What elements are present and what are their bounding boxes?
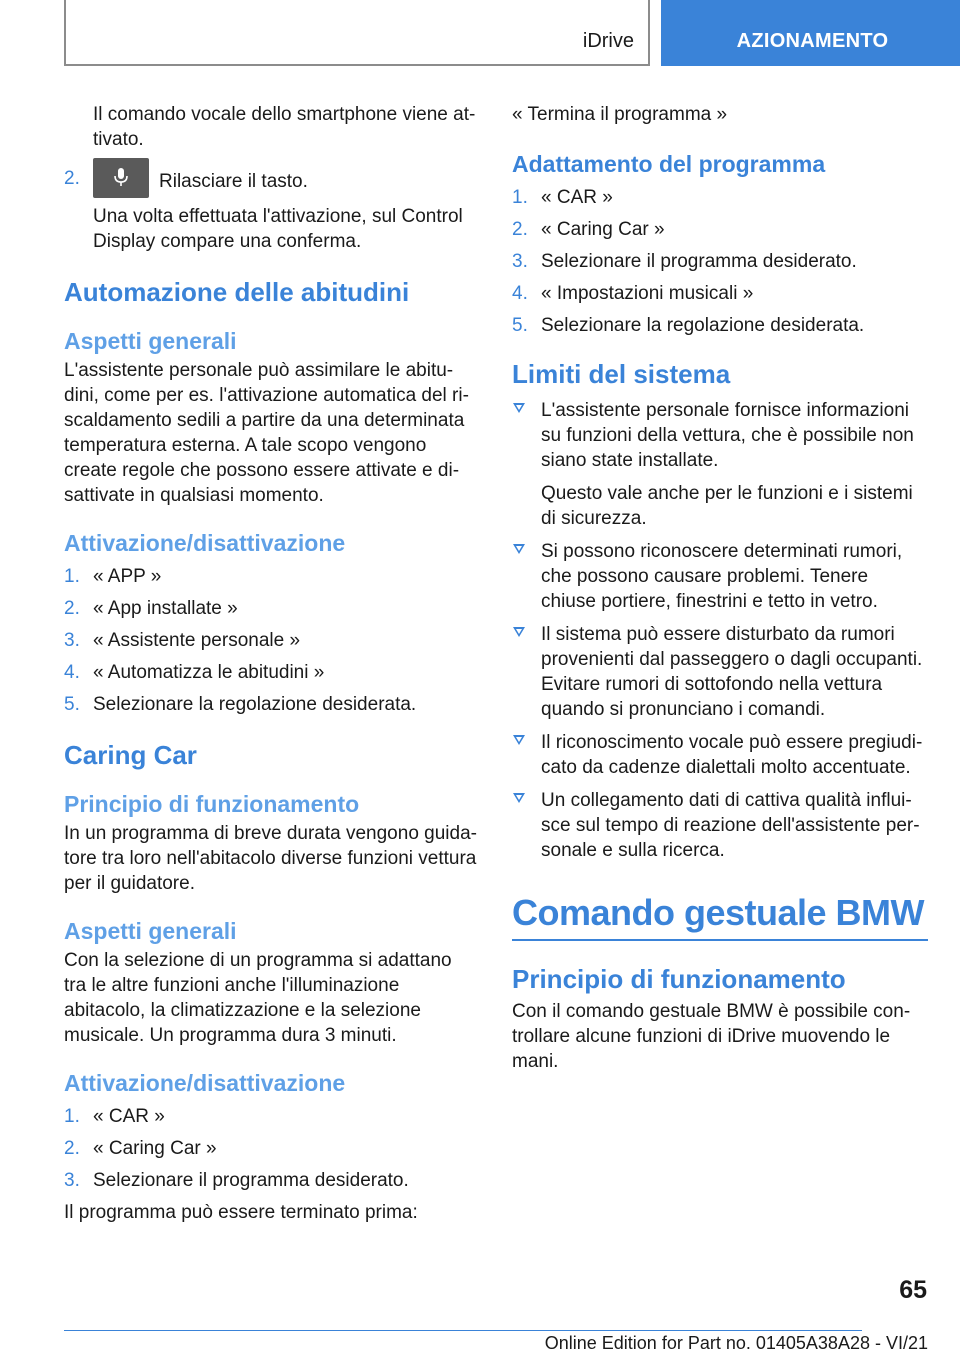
step-text: « Automatizza le abitudini » [93,662,325,683]
step-number: 2. [512,219,528,240]
step-number: 3. [64,1170,80,1191]
step-text: « CAR » [541,187,613,208]
step-text: « APP » [93,566,162,587]
list-item [512,185,928,210]
step-text: « App installate » [93,598,238,619]
heading-principio-1: Principio di funzionamento [64,791,360,817]
step-list-2 [64,1104,477,1193]
paragraph-principio-1: In un programma di breve durata vengono guidatore tra loro nell'abitacolo diverse funzioni vettura per il guidatore. [64,823,477,894]
header-section-label: iDrive [582,30,634,52]
limit-text: Il riconoscimento vocale può essere pregiudicato da cadenze dialettali molto accentuate. [541,732,923,778]
page-number: 65 [899,1276,927,1304]
paragraph-aspetti-1: L'assistente personale può assimilare le abitudini, come per es. l'attivazione automatica del riscaldamento sedili a partire da una determinata temperatura esterna. A tale scopo vengono create regole che possono essere attivate e disattivate in qualsiasi momento. [64,360,469,506]
step-text: Selezionare il programma desiderato. [541,251,857,272]
limit-text: Il sistema può essere disturbato da rumori provenienti dal passeggero o dagli occupanti. Evitare rumori di sottofondo nella vettura quando si pronunciano i comandi. [541,624,923,720]
limit-subtext: Questo vale anche per le funzioni e i sistemi di sicurezza. [541,483,913,529]
step-text: Rilasciare il tasto. [159,171,308,193]
continued-text: Il comando vocale dello smartphone viene attivato. [93,104,476,150]
step-number: 1. [512,187,528,208]
heading-attivazione-1: Attivazione/disattivazione [64,530,346,556]
triangle-down-icon [513,627,525,637]
step-text: « CAR » [93,1106,165,1127]
triangle-down-icon [513,735,525,745]
list-item [512,398,928,531]
heading-limiti: Limiti del sistema [512,359,731,389]
list-item [512,730,928,780]
limit-text: Un collegamento dati di cattiva qualità influisce sul tempo di reazione dell'assistente personale e sulla ricerca. [541,790,920,861]
heading-aspetti-generali-2: Aspetti generali [64,918,237,944]
step-number: 2. [64,168,80,189]
step-number: 1. [64,566,80,587]
heading-caring-car: Caring Car [64,740,197,770]
limit-text: Si possono riconoscere determinati rumori, che possono causare problemi. Tenere chiuse portiere, finestrini e tetto in vetro. [541,541,903,612]
triangle-down-icon [513,403,525,413]
step-text: « Assistente personale » [93,630,301,651]
step-number: 4. [512,283,528,304]
heading-comando-gestuale: Comando gestuale BMW [512,892,925,933]
heading-attivazione-2: Attivazione/disattivazione [64,1070,346,1096]
limits-list [512,398,928,863]
step-number: 2. [64,1138,80,1159]
step-number: 3. [64,630,80,651]
header-chapter-label: AZIONAMENTO [736,30,889,52]
footer-edition: Online Edition for Part no. 01405A38A28 - VI/21 [544,1333,928,1353]
paragraph-termina: « Termina il programma » [512,104,728,125]
list-item [512,217,928,242]
voice-button-graphic [93,158,149,198]
list-item [64,166,477,254]
step-number: 3. [512,251,528,272]
list-item [64,1168,477,1193]
list-item [512,249,928,274]
list-item [512,622,928,722]
list-item [64,628,477,653]
step-subtext: Una volta effettuata l'attivazione, sul Control Display compare una conferma. [93,206,463,252]
step-number: 4. [64,662,80,683]
heading-automazione: Automazione delle abitudini [64,277,410,307]
limit-text: L'assistente personale fornisce informazioni su funzioni della vettura, che è possibile non siano state installate. [541,400,914,471]
heading-principio-2: Principio di funzionamento [512,964,846,994]
heading-comando-gestuale-block [512,891,928,941]
step-number: 5. [64,694,80,715]
list-item [512,281,928,306]
header-chapter-tab [661,0,960,66]
step-number: 2. [64,598,80,619]
step-text: « Impostazioni musicali » [541,283,754,304]
list-item [512,539,928,614]
list-item [64,1104,477,1129]
heading-aspetti-generali-1: Aspetti generali [64,328,237,354]
step-text: « Caring Car » [541,219,665,240]
step-text: « Caring Car » [93,1138,217,1159]
right-column [512,102,928,1074]
triangle-down-icon [513,793,525,803]
list-item [64,596,477,621]
header-section-tab [64,0,650,66]
step-text: Selezionare la regolazione desiderata. [541,315,865,336]
list-item [64,692,477,717]
list-item [64,1136,477,1161]
list-item [64,660,477,685]
left-column [64,102,477,1225]
step-number: 1. [64,1106,80,1127]
heading-adattamento: Adattamento del programma [512,151,826,177]
list-item [512,313,928,338]
step-list-1 [64,564,477,717]
step-text: Selezionare il programma desiderato. [93,1170,409,1191]
footer-divider [64,1330,862,1331]
step-list-3 [512,185,928,338]
step-number: 5. [512,315,528,336]
step-text: Selezionare la regolazione desiderata. [93,694,417,715]
paragraph-end: Il programma può essere terminato prima: [64,1202,418,1223]
list-item [64,564,477,589]
paragraph-aspetti-2: Con la selezione di un programma si adattano tra le altre funzioni anche l'illuminazione abitacolo, la climatizzazione e la selezione musicale. Un programma dura 3 minuti. [64,950,452,1046]
triangle-down-icon [513,544,525,554]
list-item [512,788,928,863]
microphone-icon [111,166,131,190]
step-list-voice [64,166,477,254]
paragraph-principio-2: Con il comando gestuale BMW è possibile controllare alcune funzioni di iDrive muovendo le mani. [512,1001,911,1072]
